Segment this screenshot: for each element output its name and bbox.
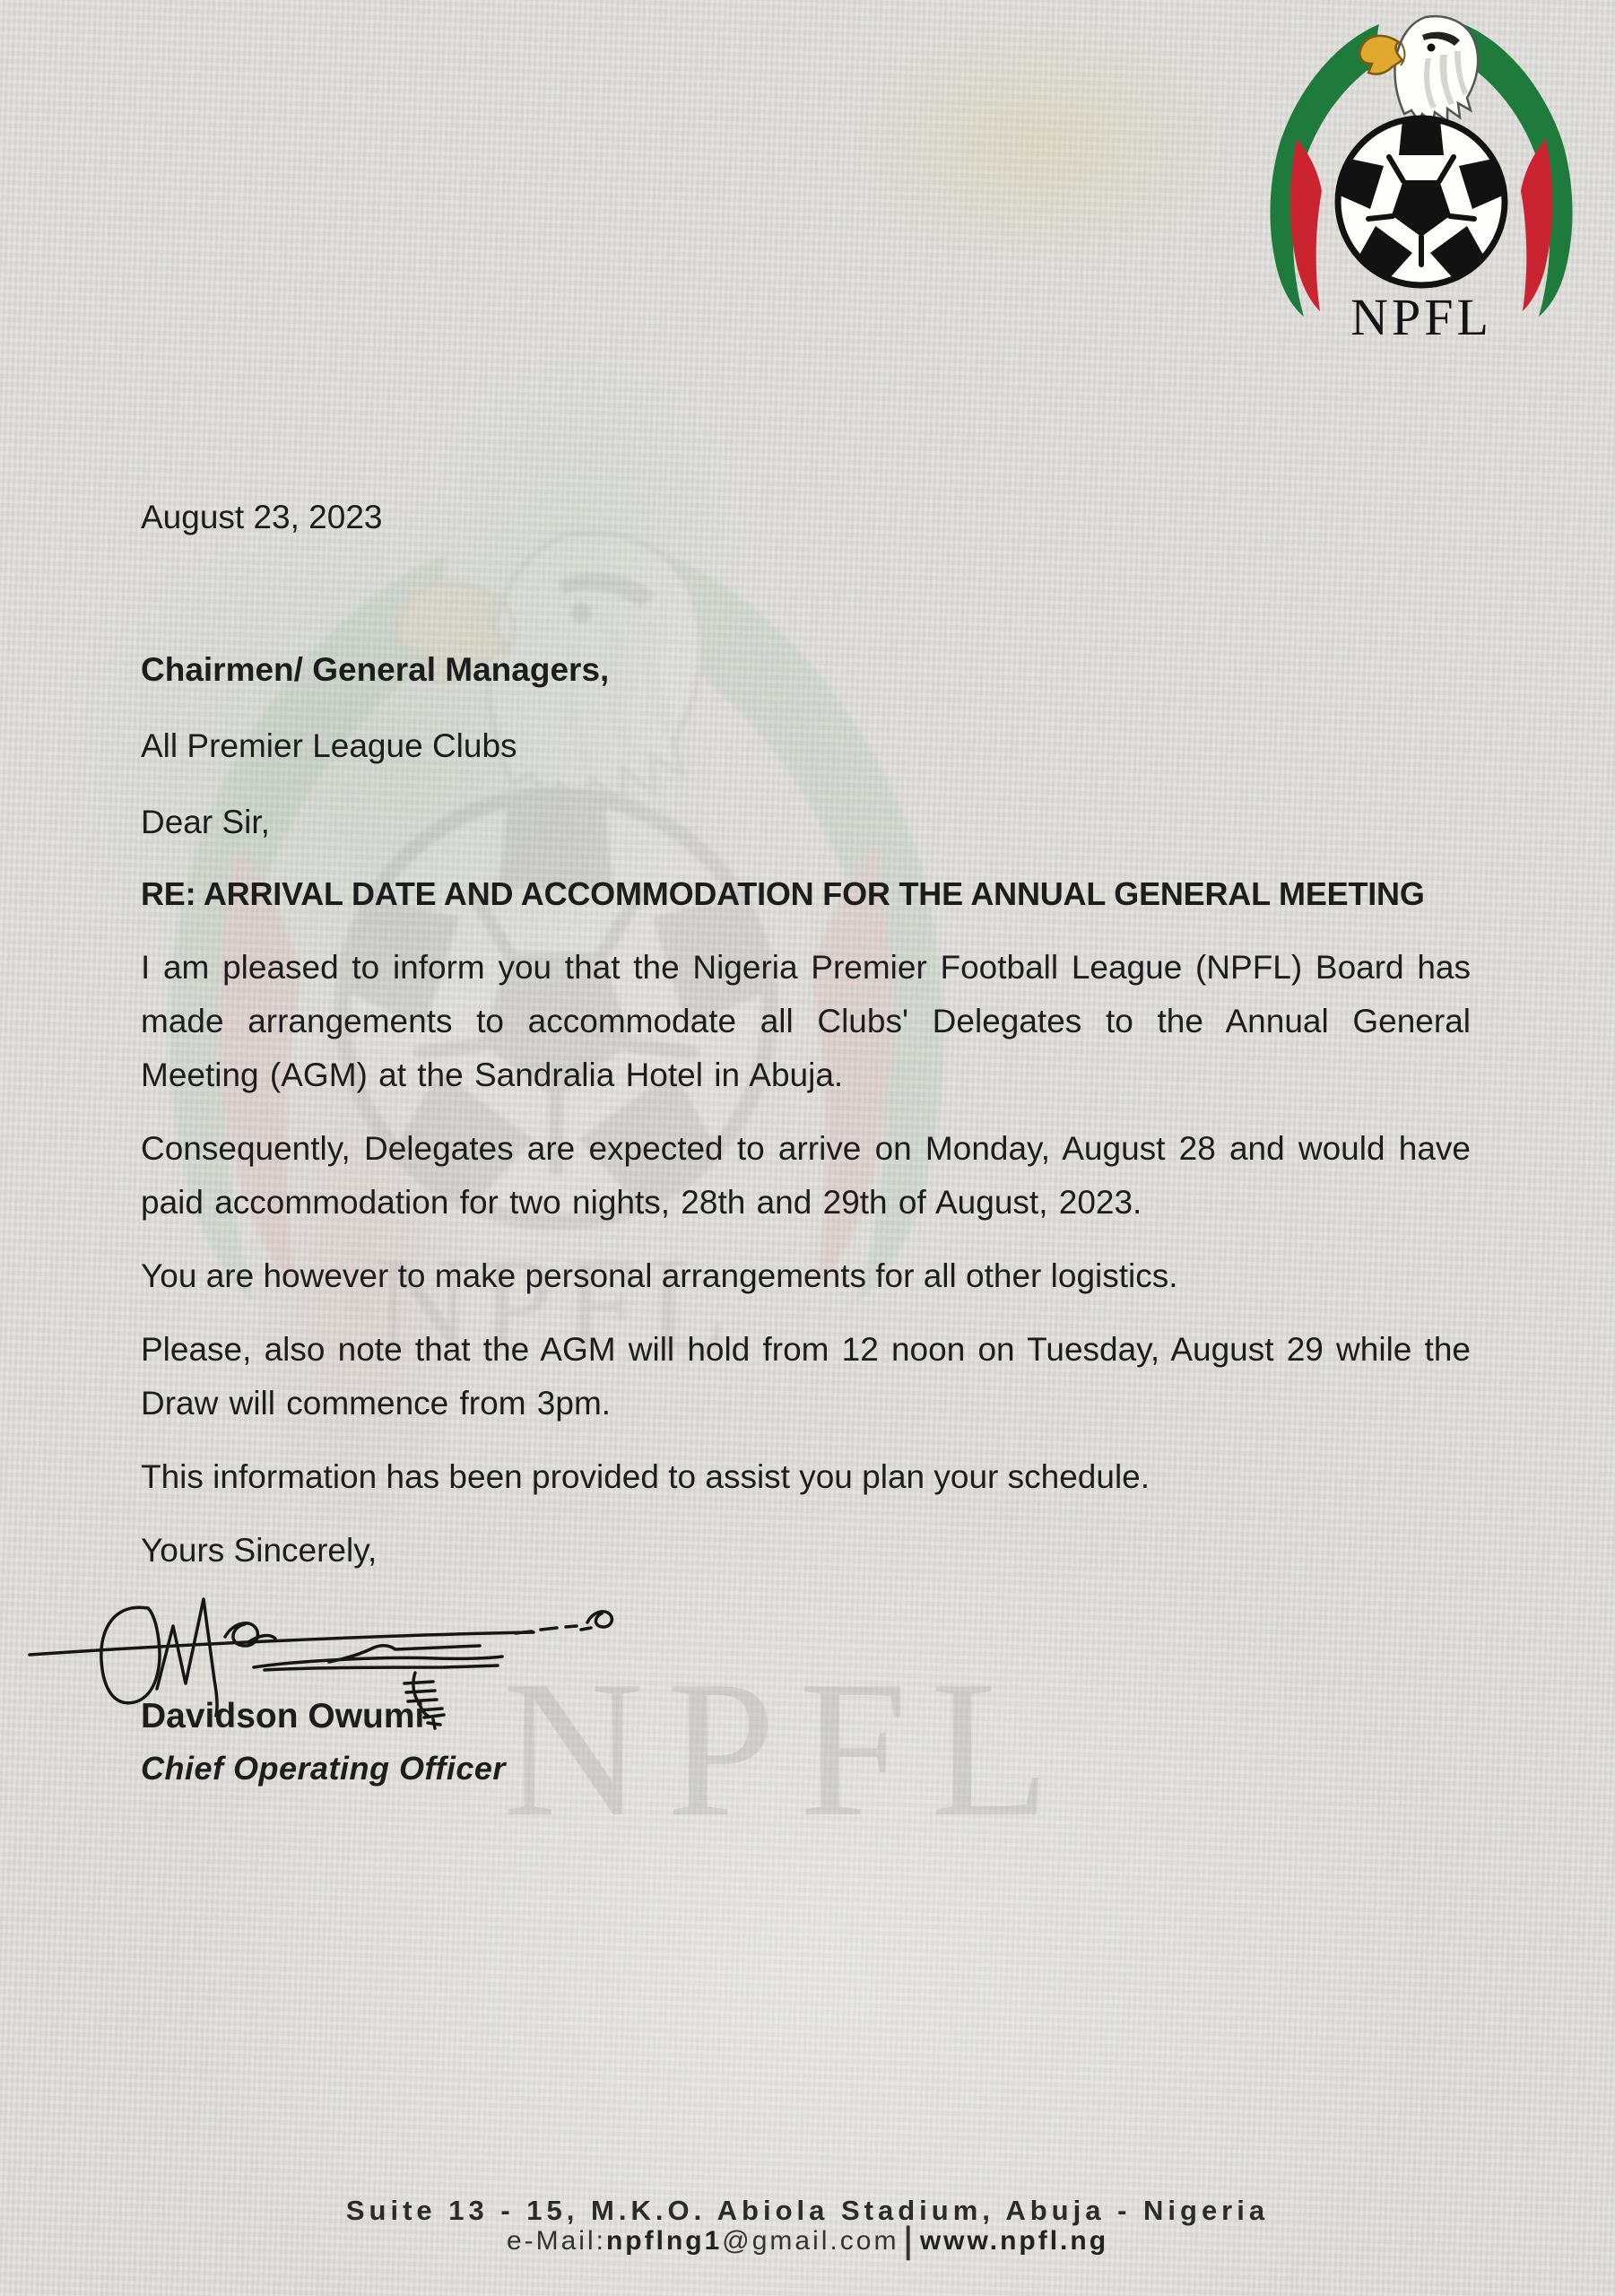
salutation: Dear Sir, — [141, 804, 270, 840]
paragraph-1: I am pleased to inform you that the Nigeria Premier Football League (NPFL) Board has made arrangements to accommodate all Clubs' Delegates to the Annual General Meeting (AGM) at the Sandralia Hotel in Abuja. — [141, 949, 1471, 1093]
paper-logo-watermark — [108, 502, 1004, 1365]
signatory-title: Chief Operating Officer — [141, 1750, 506, 1787]
email-domain: @gmail.com — [722, 2226, 899, 2256]
paragraph-4: Please, also note that the AGM will hold from 12 noon on Tuesday, August 29 while the Draw will commence from 3pm. — [141, 1331, 1471, 1422]
npfl-logo — [1246, 4, 1596, 341]
paragraph-2: Consequently, Delegates are expected to arrive on Monday, August 28 and would have paid accommodation for two nights, 28th and 29th of August, 2023. — [141, 1130, 1471, 1221]
letter-date: August 23, 2023 — [141, 499, 383, 535]
closing: Yours Sincerely, — [141, 1532, 378, 1569]
paragraph-3: You are however to make personal arrangements for all other logistics. — [141, 1257, 1178, 1294]
subject-line: RE: ARRIVAL DATE AND ACCOMMODATION FOR THE ANNUAL GENERAL MEETING — [141, 875, 1425, 912]
recipient-line-2: All Premier League Clubs — [141, 727, 517, 764]
footer-contact — [0, 2221, 1615, 2261]
paragraph-5: This information has been provided to assist you plan your schedule. — [141, 1458, 1150, 1495]
npfl-text-watermark: NPFL — [502, 1641, 1074, 1857]
footer-address: Suite 13 - 15, M.K.O. Abiola Stadium, Abuja - Nigeria — [345, 2195, 1270, 2226]
recipient-line-1: Chairmen/ General Managers, — [141, 651, 610, 688]
website-url: www.npfl.ng — [919, 2226, 1109, 2256]
footer — [0, 2195, 1615, 2261]
footer-separator: | — [904, 2221, 915, 2261]
signatory-name: Davidson Owumi — [141, 1697, 425, 1735]
email-user: npflng1 — [605, 2226, 723, 2256]
email-label: e-Mail: — [506, 2226, 606, 2256]
